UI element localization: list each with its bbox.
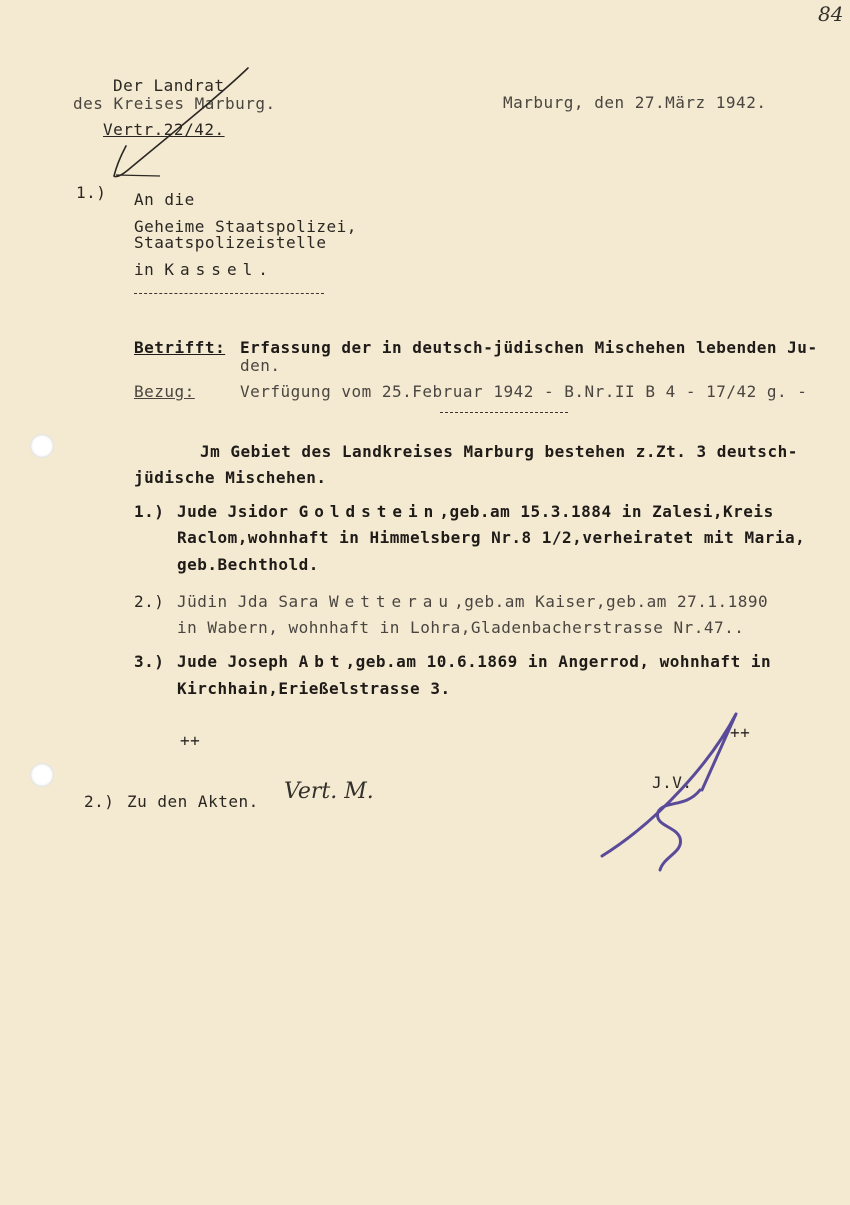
entry-1-surname: Goldstein — [298, 502, 440, 521]
entry-3-text-a: Jude Joseph — [177, 652, 289, 671]
reference-label: Bezug: — [134, 382, 195, 401]
recipient-city: Kassel. — [164, 260, 274, 279]
place-date: Marburg, den 27.März 1942. — [503, 93, 767, 112]
page-number: 84 — [818, 2, 844, 26]
entry-2-surname: Wetterau — [329, 592, 455, 611]
entry-2-text-b: ,geb.am Kaiser,geb.am 27.1.1890 — [454, 592, 769, 611]
entry-3-surname: Abt — [298, 652, 346, 671]
entry-3-number: 3.) — [134, 652, 165, 671]
sender-line-2: des Kreises Marburg. — [73, 94, 276, 113]
entry-2-number: 2.) — [134, 592, 165, 611]
reference-text: Verfügung vom 25.Februar 1942 - B.Nr.II B 4 - 17/42 g. - — [240, 382, 808, 401]
entry-1-text-b: ,geb.am 15.3.1884 in Zalesi,Kreis — [439, 502, 774, 521]
intro-line-1: Jm Gebiet des Landkreises Marburg bestehen z.Zt. 3 deutsch- — [200, 442, 798, 461]
entry-3-line-2: Kirchhain,Erießelstrasse 3. — [177, 679, 451, 698]
item2-text: Zu den Akten. — [127, 792, 259, 811]
signature-stroke — [602, 714, 736, 870]
subject-text-line-1: Erfassung der in deutsch-jüdischen Mischehen lebenden Ju- — [240, 338, 818, 357]
recipient-city-prefix: in — [134, 260, 155, 279]
subject-text-line-2: den. — [240, 356, 281, 375]
entry-1-line-2: Raclom,wohnhaft in Himmelsberg Nr.8 1/2,verheiratet mit Maria, — [177, 528, 806, 547]
item2-handwritten-note: Vert. M. — [284, 779, 374, 804]
signature-label: J.V. — [652, 773, 693, 792]
entry-1-number: 1.) — [134, 502, 165, 521]
sender-line-1: Der Landrat — [113, 76, 225, 95]
strike-through-check-mark — [114, 68, 248, 177]
entry-2-text-a: Jüdin Jda Sara — [177, 592, 319, 611]
mark-right: ++ — [730, 723, 751, 742]
intro-line-2: jüdische Mischehen. — [134, 468, 327, 487]
item2-marker: 2.) — [84, 792, 115, 811]
subject-label: Betrifft: — [134, 338, 226, 357]
recipient-line-2: Geheime Staatspolizei, — [134, 217, 357, 236]
item1-marker: 1.) — [76, 183, 107, 202]
entry-2-line-2: in Wabern, wohnhaft in Lohra,Gladenbacherstrasse Nr.47.. — [177, 618, 745, 637]
entry-1-line-3: geb.Bechthold. — [177, 555, 319, 574]
sender-reference: Vertr.22/42. — [103, 120, 225, 139]
entry-1-text-a: Jude Jsidor — [177, 502, 289, 521]
recipient-line-3: Staatspolizeistelle — [134, 233, 327, 252]
strike-underline — [116, 175, 160, 176]
recipient-line-1: An die — [134, 190, 195, 209]
entry-3-text-b: ,geb.am 10.6.1869 in Angerrod, wohnhaft in — [345, 652, 772, 671]
mark-left: ++ — [180, 731, 201, 750]
